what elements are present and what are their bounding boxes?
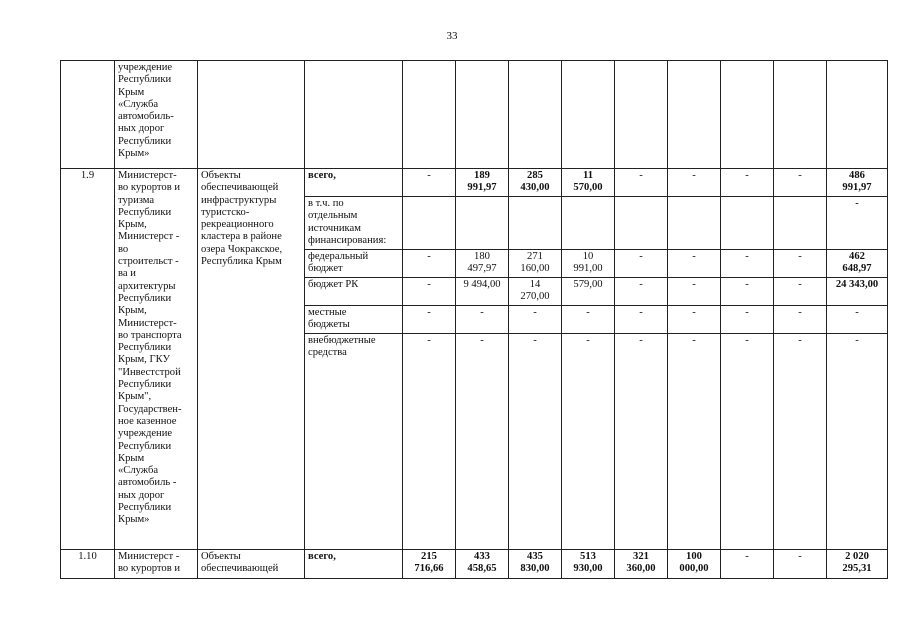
value-cell: 321 360,00	[615, 549, 668, 578]
source-label: внебюджетные средства	[305, 333, 403, 549]
value-cell: -	[668, 278, 721, 306]
value-cell: -	[774, 333, 827, 549]
source-label: федеральный бюджет	[305, 250, 403, 278]
value-cell: -	[615, 250, 668, 278]
value-cell: -	[615, 333, 668, 549]
value-cell: 579,00	[562, 278, 615, 306]
value-cell: -	[827, 333, 888, 549]
value-cell: 271 160,00	[509, 250, 562, 278]
value-cell: -	[721, 250, 774, 278]
value-cell: -	[615, 305, 668, 333]
value-cell: 9 494,00	[456, 278, 509, 306]
value-cell	[456, 61, 509, 169]
value-cell: 215 716,66	[403, 549, 456, 578]
value-cell: -	[668, 333, 721, 549]
table-row-1-9-total	[61, 169, 888, 197]
index-cell: 1.9	[61, 169, 115, 550]
value-cell	[509, 197, 562, 250]
value-cell: -	[721, 305, 774, 333]
value-cell	[562, 61, 615, 169]
value-cell	[615, 61, 668, 169]
value-cell: -	[668, 169, 721, 197]
value-cell	[721, 197, 774, 250]
executor-cell: учреждение Республики Крым «Служба автомобиль- ных дорог Республики Крым»	[115, 61, 198, 169]
value-cell: 513 930,00	[562, 549, 615, 578]
value-cell: -	[774, 549, 827, 578]
value-cell: 10 991,00	[562, 250, 615, 278]
value-cell	[827, 61, 888, 169]
value-cell: -	[456, 305, 509, 333]
object-cell: Объекты обеспечивающей	[198, 549, 305, 578]
value-cell: 433 458,65	[456, 549, 509, 578]
source-cell	[305, 61, 403, 169]
value-cell: -	[403, 250, 456, 278]
value-cell: 285 430,00	[509, 169, 562, 197]
source-label: бюджет РК	[305, 278, 403, 306]
value-cell	[509, 61, 562, 169]
value-cell: -	[509, 305, 562, 333]
value-cell	[403, 61, 456, 169]
value-cell: 24 343,00	[827, 278, 888, 306]
value-cell: -	[827, 305, 888, 333]
value-cell: -	[615, 169, 668, 197]
value-cell	[615, 197, 668, 250]
value-cell: -	[774, 250, 827, 278]
value-cell: 2 020 295,31	[827, 549, 888, 578]
value-cell	[774, 197, 827, 250]
table-row-1-10-total	[61, 549, 888, 578]
budget-table	[60, 60, 888, 579]
value-cell: -	[615, 278, 668, 306]
value-cell	[562, 197, 615, 250]
value-cell: -	[562, 333, 615, 549]
source-label: всего,	[305, 549, 403, 578]
value-cell: 14 270,00	[509, 278, 562, 306]
value-cell: -	[721, 333, 774, 549]
source-label: всего,	[305, 169, 403, 197]
table-row-continuation	[61, 61, 888, 169]
page-number: 33	[446, 30, 458, 42]
source-label: в т.ч. по отдельным источникам финансирования:	[305, 197, 403, 250]
value-cell: -	[774, 169, 827, 197]
executor-cell: Министерст - во курортов и	[115, 549, 198, 578]
value-cell: -	[668, 305, 721, 333]
value-cell: 180 497,97	[456, 250, 509, 278]
value-cell: 100 000,00	[668, 549, 721, 578]
value-cell: -	[509, 333, 562, 549]
value-cell: -	[562, 305, 615, 333]
value-cell: 486 991,97	[827, 169, 888, 197]
value-cell: -	[403, 169, 456, 197]
value-cell: -	[668, 250, 721, 278]
value-cell: 435 830,00	[509, 549, 562, 578]
value-cell	[668, 61, 721, 169]
value-cell: -	[403, 333, 456, 549]
value-cell: -	[774, 305, 827, 333]
index-cell: 1.10	[61, 549, 115, 578]
value-cell	[774, 61, 827, 169]
object-cell	[198, 61, 305, 169]
value-cell: 462 648,97	[827, 250, 888, 278]
executor-cell: Министерст- во курортов и туризма Республики Крым, Министерст - во строительст - ва и архитектуры Республики Крым, Министерст- во транспорта Республики Крым, ГКУ "Инвестстрой Республики Крым", Государствен- ное казенное учреждение Республики Крым «Служба автомобиль - ных дорог Республики Крым»	[115, 169, 198, 550]
value-cell: -	[721, 549, 774, 578]
value-cell: -	[774, 278, 827, 306]
value-cell	[721, 61, 774, 169]
index-cell	[61, 61, 115, 169]
value-cell	[456, 197, 509, 250]
value-cell: 189 991,97	[456, 169, 509, 197]
value-cell: 11 570,00	[562, 169, 615, 197]
value-cell: -	[456, 333, 509, 549]
value-cell	[403, 197, 456, 250]
value-cell: -	[403, 278, 456, 306]
value-cell: -	[827, 197, 888, 250]
value-cell: -	[721, 278, 774, 306]
value-cell	[668, 197, 721, 250]
source-label: местные бюджеты	[305, 305, 403, 333]
value-cell: -	[403, 305, 456, 333]
object-cell: Объекты обеспечивающей инфраструктуры туристско- рекреационного кластера в районе озера Чокракское, Республика Крым	[198, 169, 305, 550]
value-cell: -	[721, 169, 774, 197]
